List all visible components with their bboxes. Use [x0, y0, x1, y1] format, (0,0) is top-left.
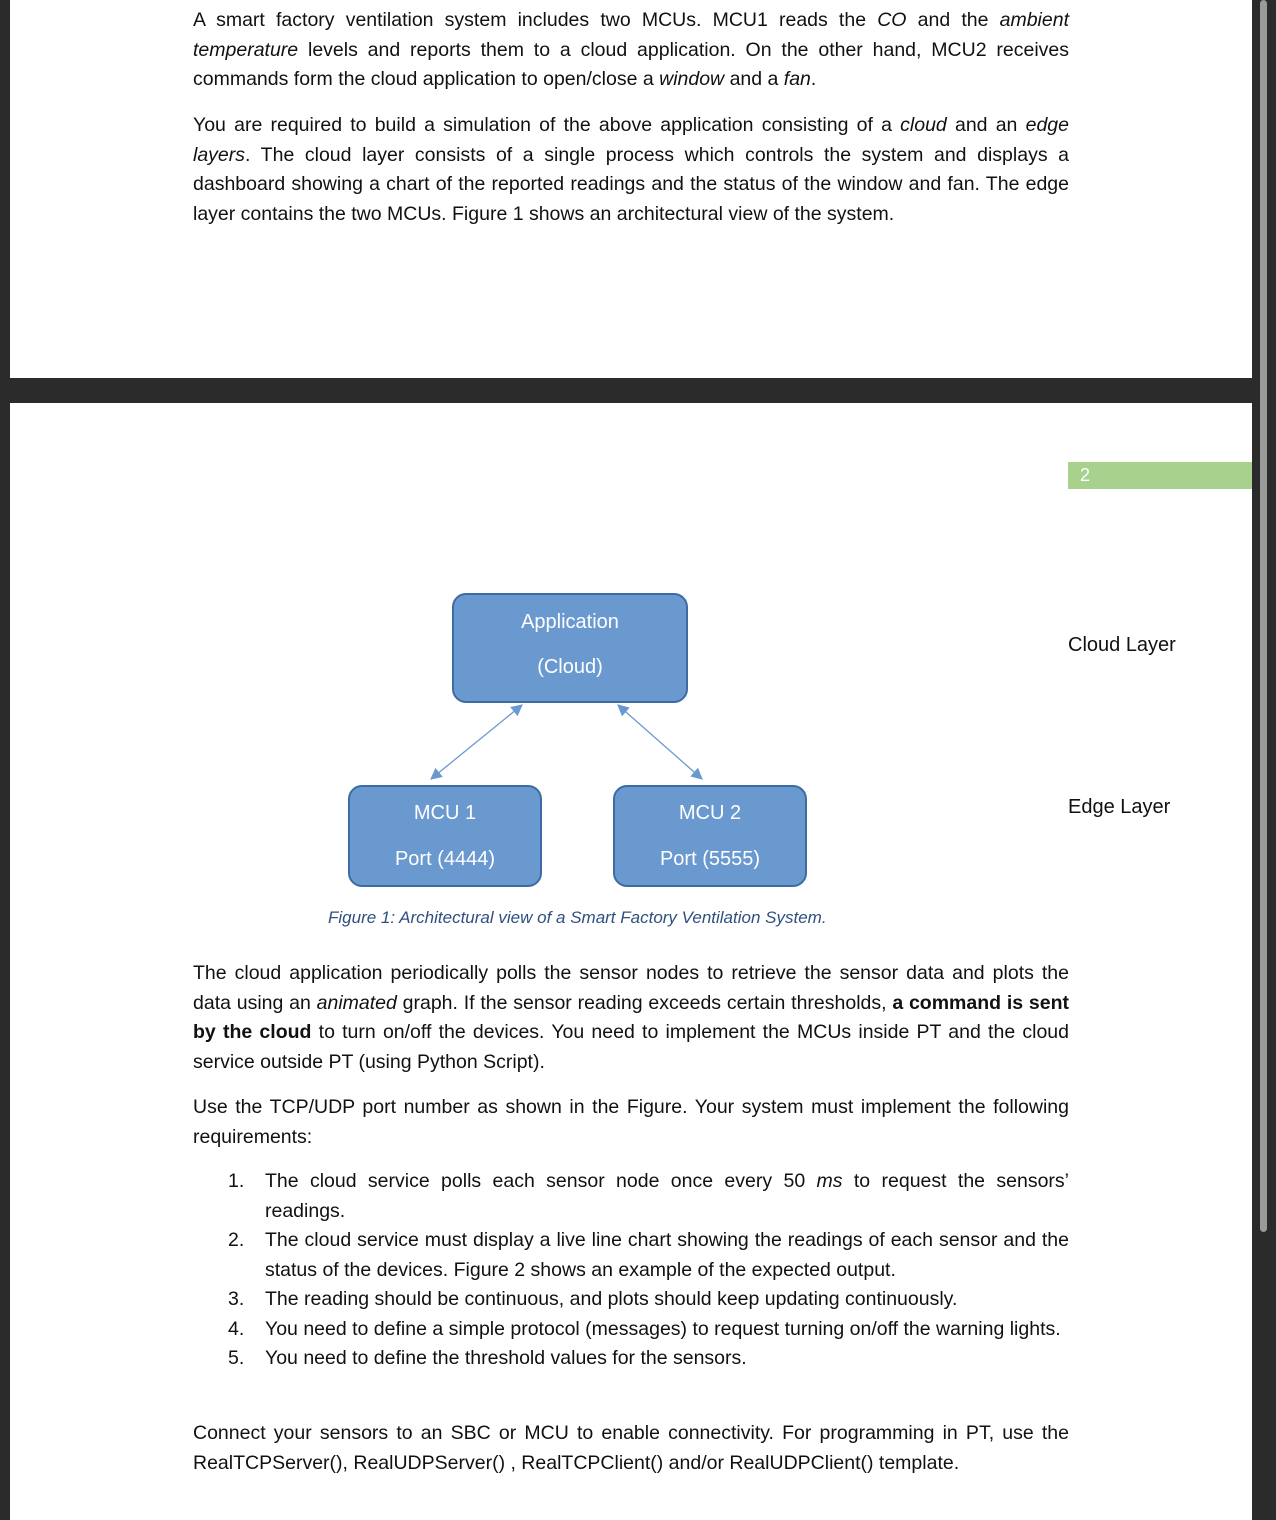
text-run: The cloud service polls each sensor node once every 50	[265, 1170, 817, 1192]
application-cloud-box	[452, 593, 688, 703]
arrow-cloud-mcu1	[431, 705, 522, 779]
text-run: to request the sensors’ readings.	[265, 1170, 1069, 1222]
list-number: 4.	[228, 1317, 245, 1340]
document-page-2	[10, 403, 1252, 1520]
text-run: and an	[946, 114, 1026, 136]
list-item	[193, 1226, 1069, 1285]
mcu2-box	[613, 785, 807, 887]
box-label: Port (4444)	[394, 848, 496, 870]
list-number: 2.	[228, 1229, 245, 1251]
list-number: 3.	[228, 1288, 245, 1310]
box-label: Application	[521, 611, 619, 633]
list-text: The reading should be continuous, and plots should keep updating continuously.	[265, 1288, 958, 1310]
text-run: A smart factory ventilation system includes two MCUs. MCU1 reads the	[193, 9, 878, 31]
arrow-cloud-mcu2	[618, 705, 702, 779]
bold-text: a command is sent by the cloud	[193, 991, 1070, 1043]
edge-layer-label: Edge Layer	[1068, 796, 1171, 818]
list-text: The cloud service must display a live line chart showing the readings of each sensor and the status of the devices. Figure 2 shows an example of the expected output.	[265, 1229, 1069, 1281]
list-number: 1.	[228, 1170, 245, 1192]
requirements-list	[193, 1167, 1069, 1374]
paragraph-cloud-polling	[193, 959, 1069, 1077]
text-run: and a	[724, 68, 784, 90]
list-item	[193, 1344, 1069, 1374]
box-label: Port (5555)	[659, 848, 761, 870]
text-run: graph. If the sensor reading exceeds certain thresholds,	[396, 991, 893, 1014]
italic-text: cloud	[900, 114, 947, 136]
text-run: You are required to build a simulation of the above application consisting of a	[193, 114, 901, 136]
box-label: MCU 1	[413, 802, 477, 824]
list-item	[193, 1167, 1069, 1226]
paragraph-connectivity: Connect your sensors to an SBC or MCU to enable connectivity. For programming in PT, use the RealTCPServer(), RealUDPServer() , RealTCPClient() and/or RealUDPClient() template.	[193, 1422, 1069, 1474]
paragraph-requirements-overview	[193, 111, 1069, 229]
scrollbar[interactable]	[1262, 0, 1272, 1520]
list-item	[193, 1315, 1069, 1345]
mcu1-box	[348, 785, 542, 887]
box-label: MCU 2	[678, 802, 742, 824]
italic-text: animated	[316, 991, 397, 1014]
box-label: (Cloud)	[537, 656, 603, 678]
document-page-1	[10, 0, 1252, 378]
italic-text: CO	[877, 9, 907, 31]
italic-text: fan	[783, 68, 811, 90]
list-text: You need to define a simple protocol (messages) to request turning on/off the warning lights.	[265, 1317, 1061, 1340]
figure-caption: Figure 1: Architectural view of a Smart Factory Ventilation System.	[328, 908, 827, 927]
text-run: .	[810, 68, 817, 90]
text-run: and the	[906, 9, 1000, 31]
list-text: You need to define the threshold values for the sensors.	[265, 1347, 747, 1369]
text-run: to turn on/off the devices. You need to implement the MCUs inside PT and the cloud service outside PT (using Python Script).	[193, 1021, 1069, 1073]
text-run: The cloud application periodically polls the sensor nodes to retrieve the sensor data and plots the data using an	[193, 962, 1069, 1014]
text-run: . The cloud layer consists of a single process which controls the system and displays a dashboard showing a chart of the reported readings and the status of the window and fan. The edge layer contains the two MCUs. Figure 1 shows an architectural view of the system.	[193, 143, 1069, 225]
italic-text: edge layers	[193, 114, 1069, 166]
list-item	[193, 1285, 1069, 1315]
paragraph-port-usage: Use the TCP/UDP port number as shown in the Figure. Your system must implement the following requirements:	[193, 1096, 1069, 1148]
list-number: 5.	[228, 1347, 245, 1369]
page-number-badge: 2	[1068, 462, 1252, 489]
italic-text: ms	[816, 1170, 843, 1192]
text-run: levels and reports them to a cloud application. On the other hand, MCU2 receives commands form the cloud application to open/close a	[193, 38, 1069, 90]
scrollbar-thumb[interactable]	[1260, 0, 1267, 1232]
italic-text: ambient temperature	[193, 9, 1069, 61]
italic-text: window	[659, 68, 725, 90]
paragraph-intro	[193, 6, 1069, 95]
cloud-layer-label: Cloud Layer	[1068, 634, 1176, 656]
